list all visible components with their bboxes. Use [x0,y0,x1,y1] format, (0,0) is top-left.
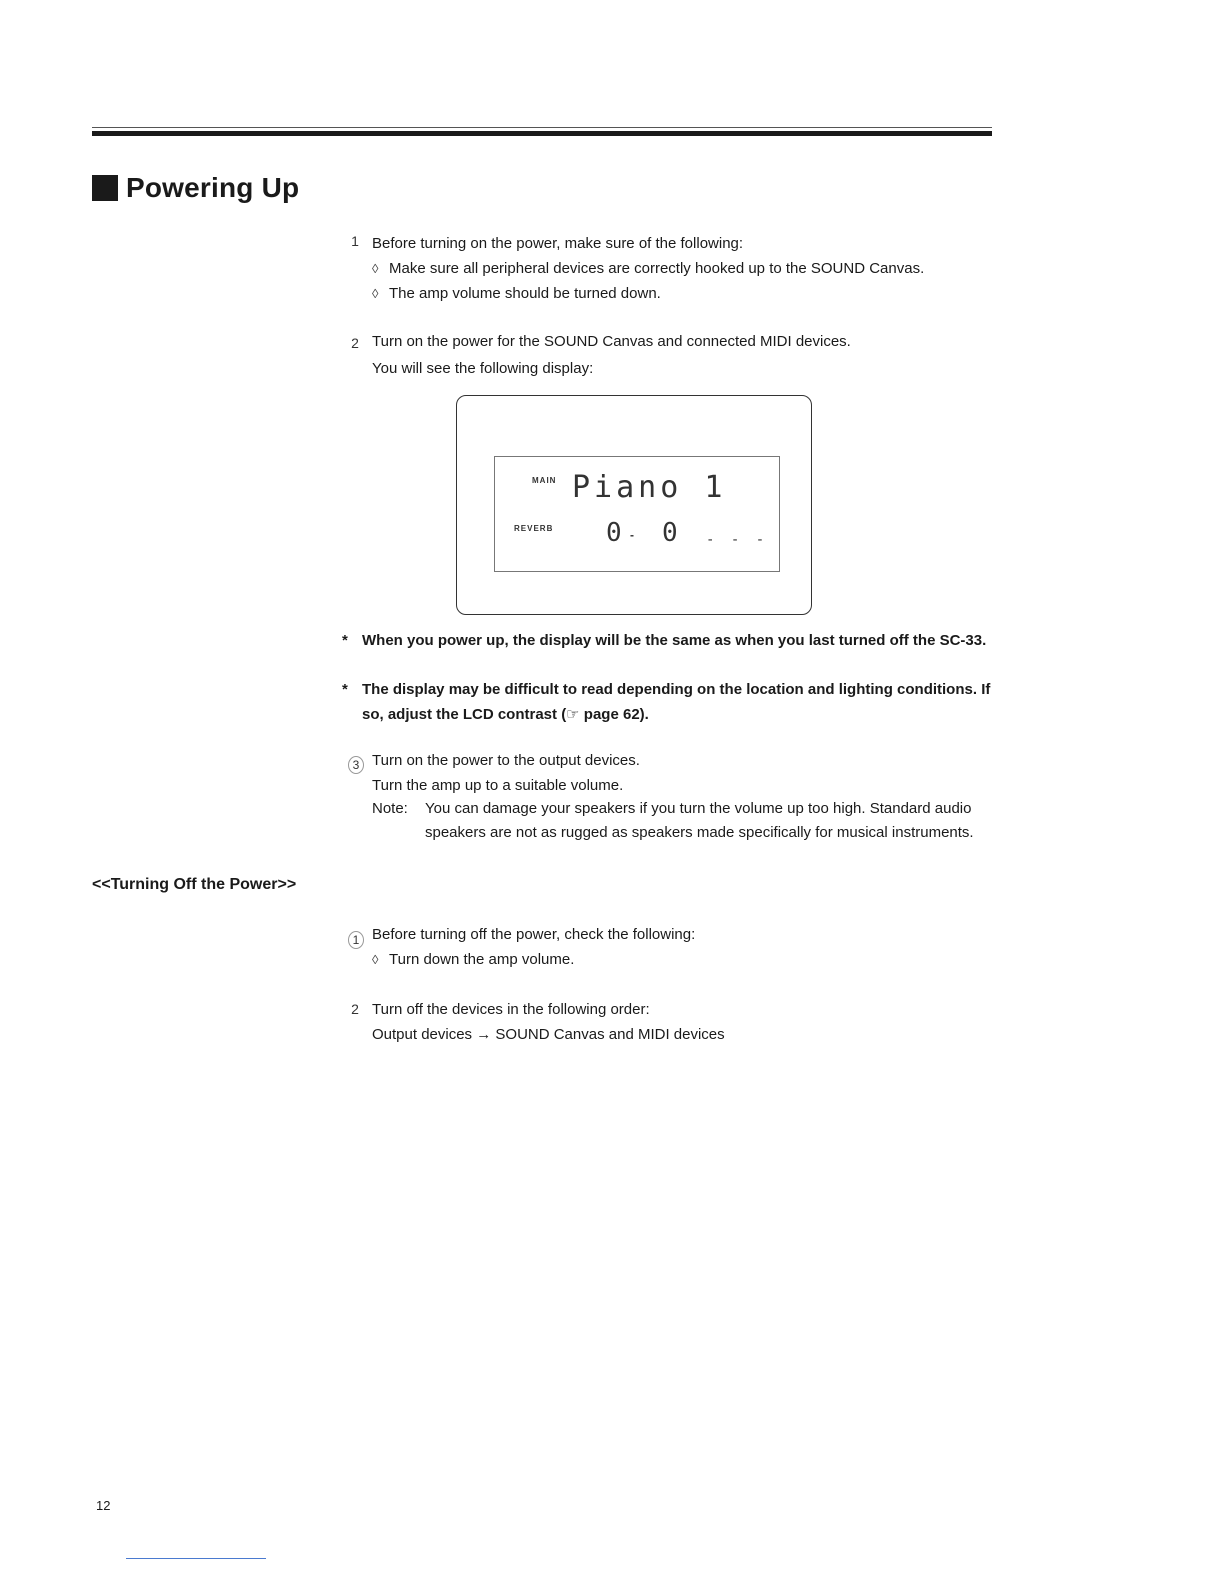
step-text: Turn on the power to the output devices. [372,752,640,769]
lcd-main-label: MAIN [532,476,557,485]
step-text: Before turning on the power, make sure of the following: [372,235,744,252]
note-item: * The display may be difficult to read depending on the location and lighting conditions. If so, adjust the LCD contrast (☞ page 62). [342,677,1002,727]
list-item: ◊ Turn down the amp volume. [372,951,575,968]
step-text: You will see the following display: [372,360,594,377]
step-number: 2 [351,1001,359,1017]
step-text: Output devices → SOUND Canvas and MIDI devices [372,1026,725,1043]
note-item: * When you power up, the display will be the same as when you last turned off the SC-33. [342,628,1002,653]
diamond-bullet-icon: ◊ [372,261,379,276]
lcd-dashes: - - - [706,532,769,548]
title-square-icon [92,175,118,201]
step-text: Turn on the power for the SOUND Canvas and connected MIDI devices. [372,333,851,350]
asterisk-icon: * [342,632,348,649]
step-number: 3 [348,756,364,774]
step-text: Turn off the devices in the following order: [372,1001,650,1018]
step-number: 1 [351,233,359,249]
diamond-bullet-icon: ◊ [372,286,379,301]
header-rule-thick [92,131,992,136]
step-number: 1 [348,931,364,949]
list-item: ◊ The amp volume should be turned down. [372,285,661,302]
lcd-digit: 0 [662,518,678,548]
lcd-reverb-label: REVERB [514,524,554,533]
page-number: 12 [96,1498,111,1513]
lcd-instrument-name: Piano 1 [572,470,727,505]
header-rule-thin [92,127,992,128]
note-label: Note: [372,800,408,817]
footer-rule [126,1558,266,1559]
page-title-text: Powering Up [126,172,300,203]
asterisk-icon: * [342,681,348,698]
note-text: You can damage your speakers if you turn the volume up too high. Standard audio [425,800,972,817]
list-item: ◊ Make sure all peripheral devices are correctly hooked up to the SOUND Canvas. [372,260,925,277]
step-number: 2 [351,335,359,351]
diamond-bullet-icon: ◊ [372,952,379,967]
page-title [92,172,299,204]
lcd-dash-separator: - [630,528,635,542]
step-text: Before turning off the power, check the following: [372,926,696,943]
section-subheading: <<Turning Off the Power>> [92,876,297,893]
note-text: speakers are not as rugged as speakers made specifically for musical instruments. [425,824,974,841]
step-text: Turn the amp up to a suitable volume. [372,777,624,794]
lcd-digit: 0 [606,518,622,548]
